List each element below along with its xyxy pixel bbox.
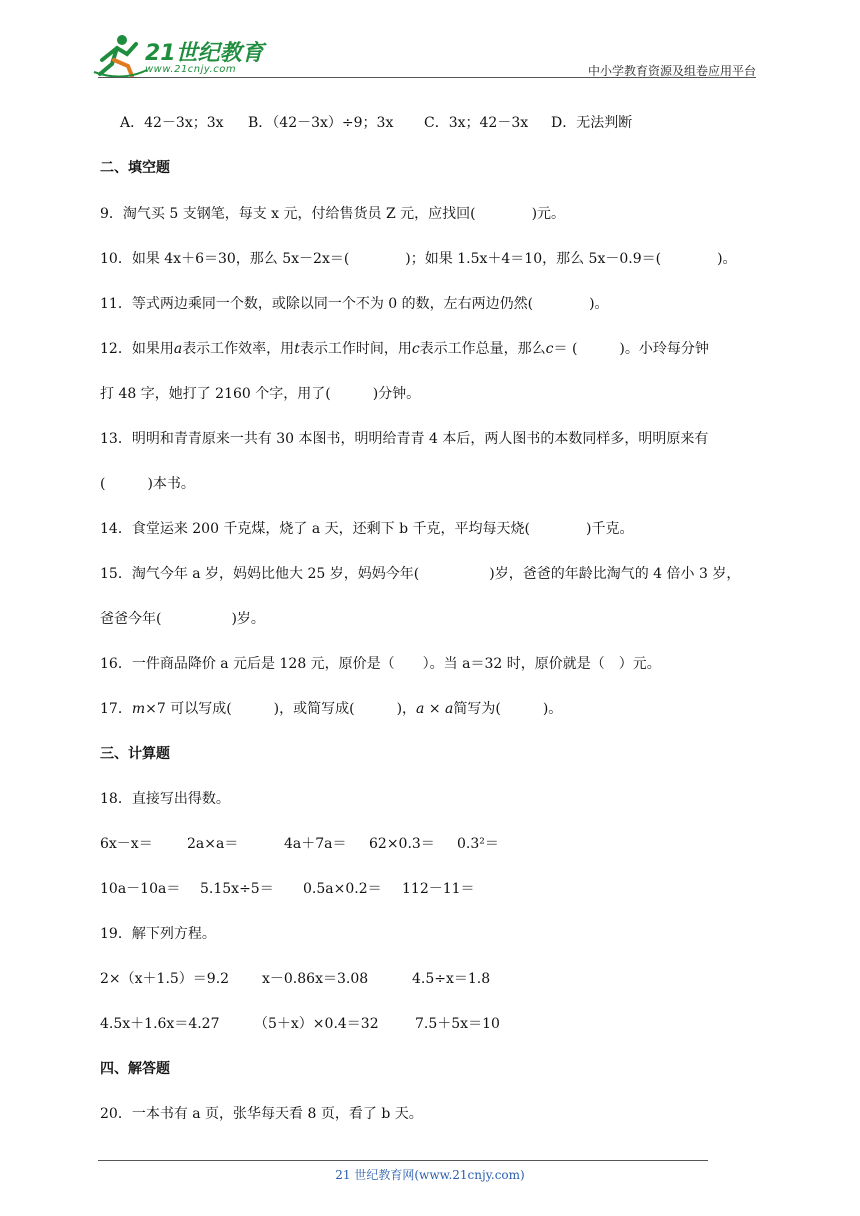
q19-equation: 4.5x＋1.6x＝4.27 (100, 1016, 220, 1032)
q12-text-2: 表示工作效率，用 (182, 341, 295, 357)
question-14: 14．食堂运来 200 千克煤，烧了 a 天，还剩下 b 千克，平均每天烧( )千克。 (100, 521, 634, 537)
q19-equation: 2×（x＋1.5）＝9.2 (100, 971, 230, 987)
q12-text-3: 表示工作时间，用 (299, 341, 412, 357)
logo-text: 21世纪教育 (145, 41, 264, 66)
question-10: 10．如果 4x＋6＝30，那么 5x－2x＝( )；如果 1.5x＋4＝10，那么 5x－0.9＝( )。 (100, 251, 737, 267)
q19-equation: 4.5÷x＝1.8 (412, 971, 491, 987)
q17-text-2: ×7 可以写成( )，或简写成( )， (145, 701, 417, 717)
q19-equation: x－0.86x＝3.08 (262, 971, 369, 987)
q17-var-m: m (131, 701, 146, 717)
question-20: 20．一本书有 a 页，张华每天看 8 页，看了 b 天。 (100, 1106, 423, 1122)
section-heading-fill-in: 二、填空题 (100, 160, 170, 176)
q8-option-c: C．3x；42－3x (424, 115, 529, 131)
q18-item: 10a－10a＝ (100, 881, 181, 897)
question-12-line1 (100, 338, 709, 358)
q18-item: 4a＋7a＝ (284, 836, 347, 852)
q18-item: 5.15x÷5＝ (200, 881, 274, 897)
question-9: 9．淘气买 5 支钢笔，每支 x 元，付给售货员 Z 元，应找回( )元。 (100, 206, 566, 222)
footer-divider (98, 1160, 708, 1161)
question-15-line2: 爸爸今年( )岁。 (100, 611, 265, 627)
platform-title: 中小学教育资源及组卷应用平台 (587, 64, 756, 78)
question-13-line2: ( )本书。 (100, 476, 195, 492)
question-13-line1: 13．明明和青青原来一共有 30 本图书，明明给青青 4 本后，两人图书的本数同样多，明明原来有 (100, 431, 709, 447)
section-heading-calculation: 三、计算题 (100, 746, 170, 762)
q19-equation: （5＋x）×0.4＝32 (254, 1016, 379, 1032)
question-15-line1: 15．淘气今年 a 岁，妈妈比他大 25 岁，妈妈今年( )岁，爸爸的年龄比淘气的 4 倍小 3 岁， (100, 566, 741, 582)
q12-var-c2: c (545, 341, 554, 357)
question-17 (100, 698, 562, 718)
q18-item: 62×0.3＝ (369, 836, 435, 852)
header-divider (98, 77, 756, 78)
question-16: 16．一件商品降价 a 元后是 128 元，原价是（ ）。当 a＝32 时，原价就是（ ）元。 (100, 656, 661, 672)
q18-item: 112－11＝ (402, 881, 475, 897)
question-11: 11．等式两边乘同一个数，或除以同一个不为 0 的数，左右两边仍然( )。 (100, 296, 609, 312)
q19-equation: 7.5＋5x＝10 (415, 1016, 500, 1032)
q12-var-t: t (294, 341, 300, 357)
q18-item: 2a×a＝ (187, 836, 239, 852)
question-18-title: 18．直接写出得数。 (100, 791, 230, 807)
q18-item: 0.3²＝ (457, 836, 499, 852)
q18-item: 0.5a×0.2＝ (303, 881, 382, 897)
q12-text-5: ＝ ( )。小玲每分钟 (553, 341, 709, 357)
q8-option-b: B．（42－3x）÷9；3x (248, 115, 394, 131)
q18-item: 6x－x＝ (100, 836, 153, 852)
question-12-line2: 打 48 字，她打了 2160 个字，用了( )分钟。 (100, 386, 421, 402)
q12-text-4: 表示工作总量，那么 (419, 341, 546, 357)
q17-text-1: 17． (100, 701, 132, 717)
logo-url: www.21cnjy.com (145, 64, 237, 75)
q17-expr-axa: a × a (416, 701, 454, 717)
section-heading-answer: 四、解答题 (100, 1061, 170, 1077)
q8-option-a: A．42－3x；3x (120, 115, 224, 131)
q8-option-d: D．无法判断 (551, 115, 633, 131)
footer-link[interactable]: 21 世纪教育网(www.21cnjy.com) (335, 1168, 525, 1182)
q12-var-a: a (173, 341, 183, 357)
q12-text-1: 12．如果用 (100, 341, 174, 357)
question-19-title: 19．解下列方程。 (100, 926, 216, 942)
q12-var-c: c (411, 341, 420, 357)
q17-text-3: 简写为( )。 (453, 701, 563, 717)
